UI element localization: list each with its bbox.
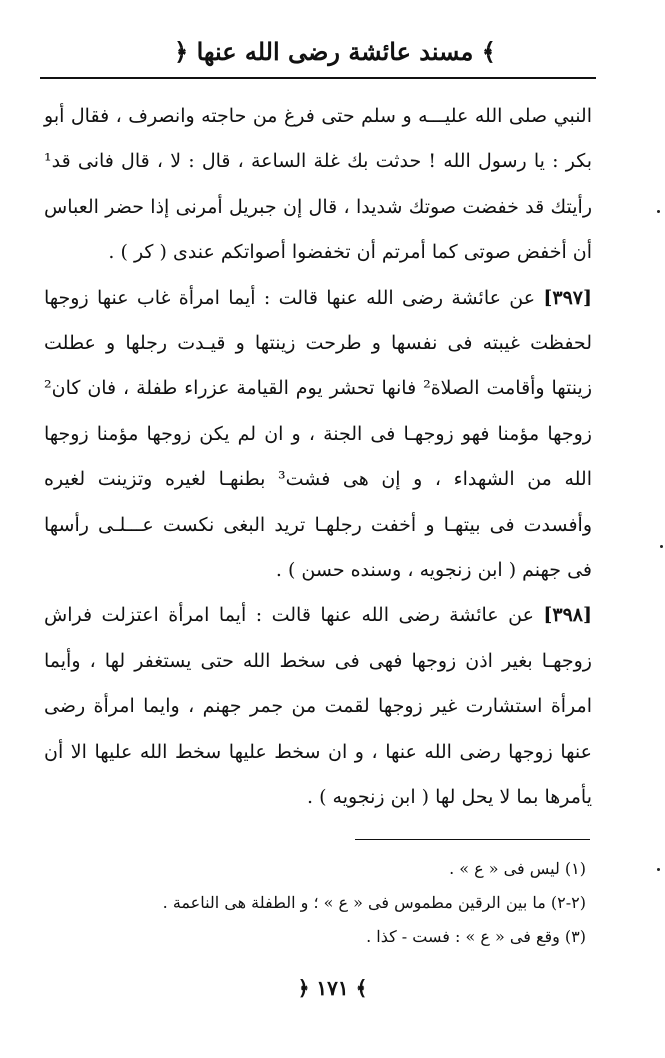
hadith-397 [44,276,592,594]
scan-speck [657,210,660,213]
footnotes [44,852,586,954]
page-number: ﴿ ١٧١ ﴾ [297,976,368,1000]
hadith-398 [44,593,592,820]
hadith-text: عن عائشة رضى الله عنها قالت : أيما امرأة اعتزلت فراش زوجهـا بغير اذن زوجها فهى فى سخط الله حتى يستغفر لها ، وأيما امرأة استشارت غير زوجها لقمت من جمر جهنم ، وايما امرأة رضى عنها زوجها رضى الله عنها ، و ان سخط عليها سخط الله عليها الا أن يأمرها بما لا يحل لها ( ابن زنجويه ) . [44,604,592,809]
hadith-text: عن عائشة رضى الله عنها قالت : أيما امرأة غاب عنها زوجها لحفظت غيبته فى نفسها و طرحت زينتها و قيـدت رجلها و عطلت زينتها وأقامت الصلاة² فانها تحشر يوم القيامة عزراء طفلة ، فان كان² زوجها مؤمنا فهو زوجهـا فى الجنة ، و ان لم يكن زوجها مؤمنا زوجها الله من الشهداء ، و إن هى فشت³ بطنهـا لغيره وتزينت لغيره وأفسدت فى بيتهـا و أخفت رجلهـا تريد البغى نكست عـــلـى رأسها فى جهنم ( ابن زنجويه ، وسنده حسن ) . [44,286,592,582]
footnote-rule [355,839,590,840]
footnote-3: (٣) وقع فى « ع » : فست - كذا . [366,927,586,946]
scan-speck [660,545,663,548]
paragraph-continuation: النبي صلى الله عليـــه و سلم حتى فرغ من حاجته وانصرف ، فقال أبو بكر : يا رسول الله ! حدثت بك غلة الساعة ، قال : لا ، قال فانى قد¹ رأيتك قد خفضت صوتك شديدا ، قال إن جبريل أمرنى إذا حضر العباس أن أخفض صوتى كما أمرتم أن تخفضوا أصواتكم عندى ( كر ) . [44,105,592,264]
footnote-1: (١) ليس فى « ع » . [449,859,586,878]
hadith-number: [٣٩٨] [543,604,592,627]
header-rule [40,77,596,79]
scan-speck [657,868,660,871]
main-text [44,94,592,821]
hadith-number: [٣٩٧] [543,286,592,309]
footnote-2: (٢-٢) ما بين الرقين مطموس فى « ع » ؛ و الطفلة هى الناعمة . [162,893,586,912]
running-header: ﴿ مسند عائشة رضى الله عنها ﴾ [174,37,496,66]
